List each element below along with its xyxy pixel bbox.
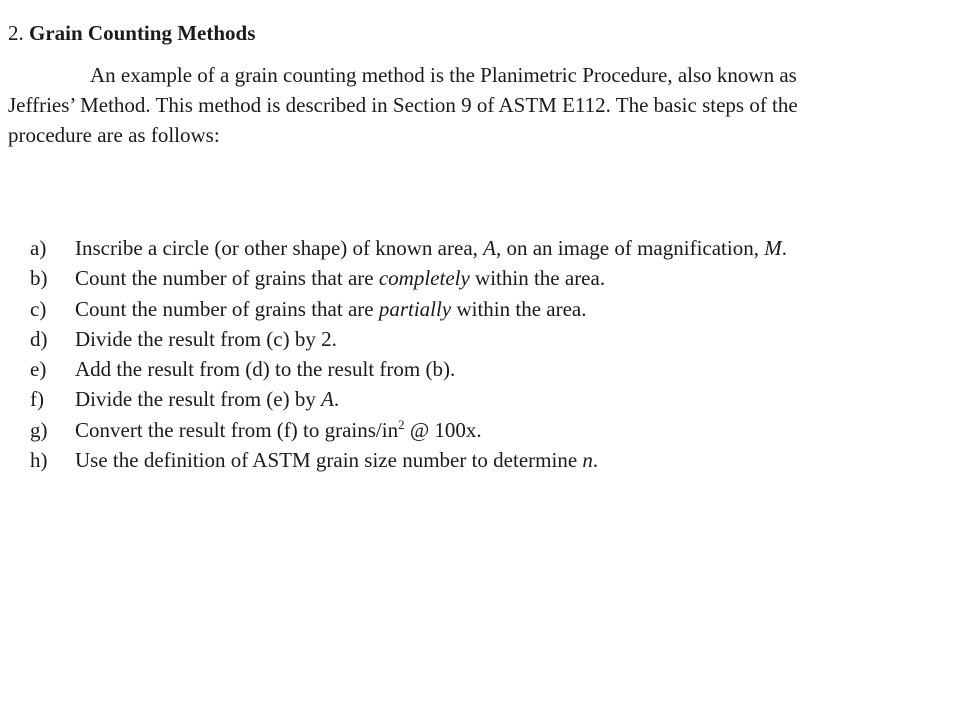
step-text: Count the number of grains that are (75, 296, 379, 321)
procedure-steps-list (30, 233, 950, 475)
section-title: Grain Counting Methods (29, 21, 256, 45)
step-marker: e) (30, 357, 47, 382)
step-marker: h) (30, 448, 48, 473)
step-emphasis: completely (378, 266, 470, 291)
step-text: @ 100x. (404, 417, 482, 442)
step-item (30, 233, 950, 263)
step-marker: a) (30, 236, 47, 260)
section-number: 2. (8, 21, 24, 45)
step-text: Divide the result from (c) by 2. (75, 326, 337, 351)
intro-line: procedure are as follows: (8, 123, 220, 147)
step-item (30, 445, 950, 475)
step-item (30, 294, 950, 324)
step-variable: M (764, 236, 782, 260)
step-text: Divide the result from (e) by (75, 387, 322, 412)
step-text: within the area. (469, 266, 606, 291)
step-text: Add the result from (d) to the result from (b). (75, 357, 456, 382)
step-variable: A (321, 387, 334, 412)
step-variable: n (582, 448, 593, 473)
intro-line: An example of a grain counting method is the Planimetric Procedure, also known as (90, 63, 797, 87)
step-item (30, 354, 950, 384)
step-item (30, 263, 950, 293)
superscript: 2 (398, 416, 405, 432)
step-marker: g) (30, 417, 48, 442)
step-text: Inscribe a circle (or other shape) of known area, (75, 236, 484, 260)
step-marker: d) (30, 326, 48, 351)
intro-paragraph (8, 60, 948, 150)
step-emphasis: partially (378, 296, 452, 321)
step-marker: f) (30, 387, 44, 412)
intro-line: Jeffries’ Method. This method is described in Section 9 of ASTM E112. The basic steps of the (8, 93, 798, 117)
step-variable: A (483, 236, 496, 260)
step-text: , on an image of magnification, (495, 236, 765, 260)
step-text: . (333, 387, 340, 412)
step-text: . (592, 448, 599, 473)
step-item (30, 415, 950, 445)
step-text: within the area. (451, 296, 587, 321)
step-item (30, 324, 950, 354)
step-text: Convert the result from (f) to grains/in (75, 417, 399, 442)
step-marker: b) (30, 266, 48, 291)
step-item (30, 384, 950, 414)
step-text: Use the definition of ASTM grain size number to determine (75, 448, 583, 473)
step-marker: c) (30, 296, 47, 321)
section-heading (8, 18, 255, 48)
step-text: . (781, 236, 787, 260)
step-text: Count the number of grains that are (75, 266, 379, 291)
